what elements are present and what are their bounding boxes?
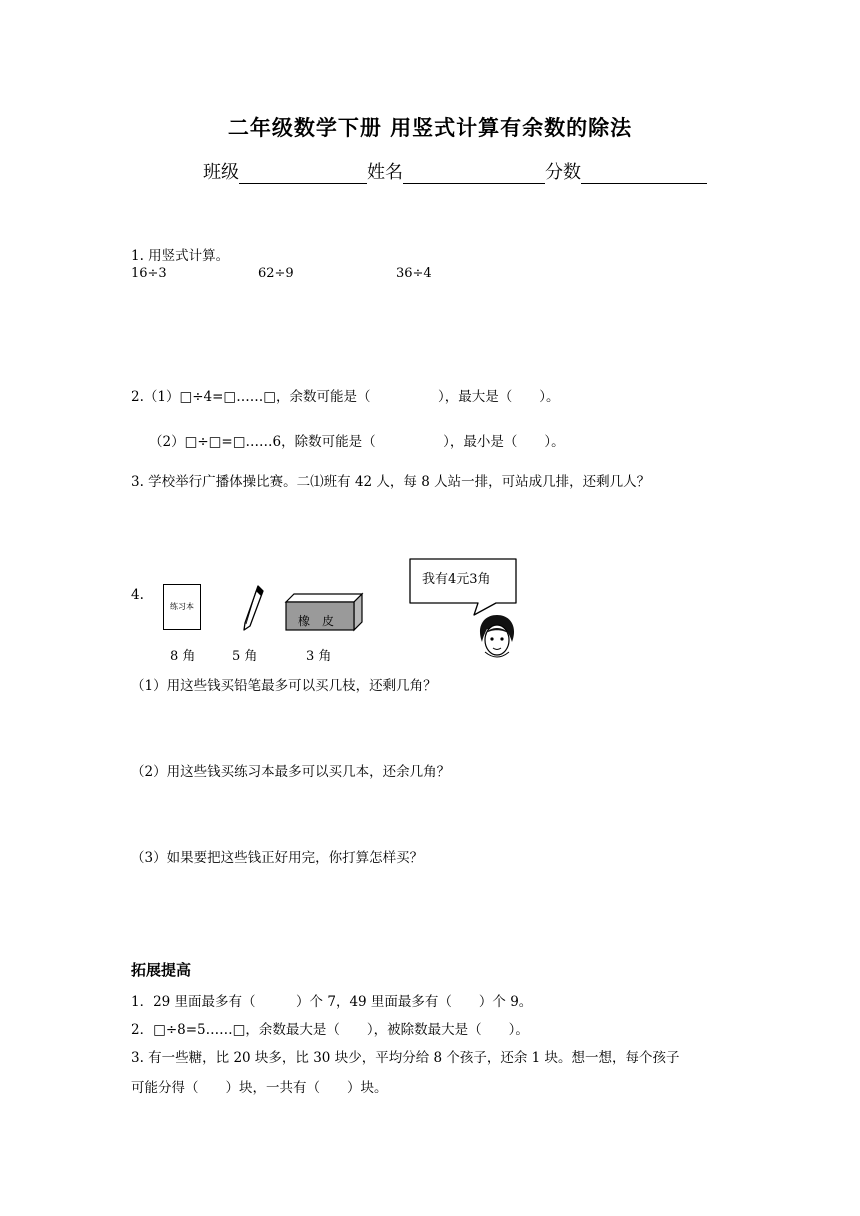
q4-number: 4.	[131, 587, 144, 603]
price-notebook: 8 角	[170, 649, 196, 664]
name-blank[interactable]	[403, 163, 545, 184]
pencil-icon	[236, 584, 270, 634]
score-label: 分数	[545, 162, 581, 183]
page-title: 二年级数学下册 用竖式计算有余数的除法	[227, 115, 633, 140]
score-blank[interactable]	[581, 163, 707, 184]
eraser-label: 橡 皮	[298, 614, 335, 628]
q2-line2: （2）□÷□=□……6，除数可能是（ ），最小是（ ）。	[149, 434, 565, 450]
class-blank[interactable]	[239, 163, 367, 184]
q1-item: 62÷9	[258, 266, 294, 281]
class-label: 班级	[203, 162, 239, 183]
notebook-label: 练习本	[170, 602, 194, 611]
extension-q3-line2: 可能分得（ ）块，一共有（ ）块。	[131, 1080, 388, 1096]
extension-heading: 拓展提高	[131, 961, 192, 979]
price-eraser: 3 角	[306, 649, 332, 664]
extension-q1: 1．29 里面最多有（ ）个 7，49 里面最多有（ ）个 9。	[131, 994, 533, 1010]
q1-item: 16÷3	[131, 266, 167, 281]
q4-sub3: （3）如果要把这些钱正好用完，你打算怎样买？	[131, 850, 424, 866]
notebook-image	[163, 584, 201, 630]
q4-sub2: （2）用这些钱买练习本最多可以买几本，还余几角？	[131, 764, 451, 780]
name-label: 姓名	[367, 162, 403, 183]
girl-avatar-icon	[474, 612, 520, 660]
extension-q2: 2．□÷8=5……□，余数最大是（ ），被除数最大是（ ）。	[131, 1022, 529, 1038]
student-info-line	[203, 158, 707, 184]
q3-text: 3. 学校举行广播体操比赛。二⑴班有 42 人，每 8 人站一排，可站成几排，还剩几人？	[131, 474, 651, 490]
q2-line1: 2.（1）□÷4=□……□，余数可能是（ ），最大是（ ）。	[131, 389, 560, 405]
speech-bubble-icon	[408, 557, 520, 617]
q4-sub1: （1）用这些钱买铅笔最多可以买几枝，还剩几角？	[131, 678, 437, 694]
price-pencil: 5 角	[232, 649, 258, 664]
speech-text: 我有4元3角	[422, 572, 491, 587]
q1-item: 36÷4	[396, 266, 432, 281]
q1-stem: 1. 用竖式计算。	[131, 248, 230, 264]
extension-q3-line1: 3. 有一些糖，比 20 块多，比 30 块少，平均分给 8 个孩子，还余 1 块。想一想，每个孩子	[131, 1050, 680, 1066]
